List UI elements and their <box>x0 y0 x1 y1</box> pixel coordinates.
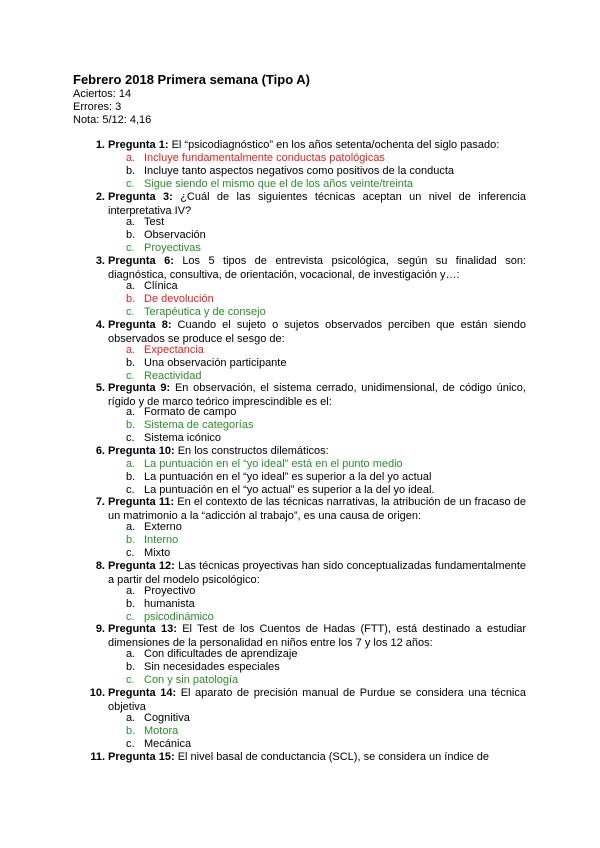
answer-option <box>126 242 206 255</box>
question-text: El Test de los Cuentos de Hadas (FTT), está destinado a estudiar dimensiones de la personalidad en niños entre los 7 y los 12 años: <box>108 623 526 649</box>
option-text: Incluye fundamentalmente conductas patológicas <box>144 152 385 164</box>
question-label: Pregunta 3: <box>108 191 173 203</box>
option-text: Con dificultades de aprendizaje <box>144 648 298 660</box>
option-letter: a. <box>126 648 136 660</box>
question-number: 3. <box>95 255 105 267</box>
question-stem <box>95 139 526 153</box>
question-label: Pregunta 11: <box>108 496 175 508</box>
option-text: Expectancia <box>144 344 204 356</box>
answer-option <box>126 471 434 484</box>
option-text: psicodinámico <box>144 611 214 624</box>
question-stem <box>95 496 526 523</box>
option-letter: a. <box>126 216 136 228</box>
option-letter: a. <box>126 585 136 597</box>
question-number: 8. <box>95 560 105 572</box>
option-text: Reactividad <box>144 370 202 383</box>
answer-option <box>126 458 434 471</box>
option-letter: b. <box>126 725 136 738</box>
option-text: Mecánica <box>144 738 192 751</box>
option-list <box>126 712 191 751</box>
question-stem <box>90 751 526 765</box>
question-number: 9. <box>95 623 105 635</box>
answer-option <box>126 521 182 534</box>
question-stem <box>89 687 526 714</box>
option-text: Interno <box>144 534 179 547</box>
question-stem <box>95 623 526 650</box>
question-text: En observación, el sistema cerrado, unidimensional, de código único, rígido y de marco teórico imprescindible es el: <box>108 382 526 408</box>
answer-option <box>126 648 298 661</box>
option-text: Sin necesidades especiales <box>144 661 280 674</box>
option-list <box>126 406 253 445</box>
option-letter: a. <box>126 344 136 356</box>
question-number: 1. <box>95 139 105 151</box>
question-stem <box>95 560 526 587</box>
question-label: Pregunta 9: <box>108 382 171 394</box>
aciertos-text: Aciertos: 14 <box>73 88 132 100</box>
question-text: En el contexto de las técnicas narrativas, la atribución de un fracaso de un matrimonio a la “adicción al trabajo”, es una causa de origen: <box>108 496 526 522</box>
question-label: Pregunta 10: <box>108 445 175 457</box>
question-text: El aparato de precisión manual de Purdue se considera una técnica objetiva <box>108 687 526 713</box>
answer-option <box>126 547 182 560</box>
answer-option <box>126 344 286 357</box>
option-letter: b. <box>126 229 136 242</box>
option-text: Externo <box>144 521 182 533</box>
option-letter: c. <box>126 432 135 445</box>
option-text: La puntuación en el “yo actual” es superior a la del yo ideal. <box>144 484 435 497</box>
option-text: De devolución <box>144 293 214 306</box>
option-text: Formato de campo <box>144 406 237 418</box>
question-number: 4. <box>95 319 105 331</box>
option-letter: a. <box>126 406 136 418</box>
option-text: La puntuación en el “yo ideal” es superior a la del yo actual <box>144 471 432 484</box>
option-letter: c. <box>126 484 135 497</box>
option-letter: b. <box>126 419 136 432</box>
question-stem <box>95 319 526 346</box>
question-stem <box>95 191 526 218</box>
option-letter: c. <box>126 547 135 560</box>
question-number: 11. <box>90 751 105 763</box>
question-label: Pregunta 1: <box>108 139 169 151</box>
option-list <box>126 648 298 687</box>
option-letter: c. <box>126 674 135 687</box>
question-number: 10. <box>89 687 105 699</box>
option-letter: a. <box>126 280 136 292</box>
question-text: En los constructos dilemáticos: <box>174 445 329 457</box>
page-title: Febrero 2018 Primera semana (Tipo A) <box>73 72 310 87</box>
question-number: 6. <box>95 445 105 457</box>
question-stem <box>95 445 526 459</box>
option-letter: b. <box>126 661 136 674</box>
option-letter: a. <box>126 712 136 724</box>
option-list <box>126 152 454 191</box>
question-text: El “psicodiagnóstico” en los años setenta/ochenta del siglo pasado: <box>168 139 500 151</box>
option-text: Mixto <box>144 547 171 560</box>
question-text: Los 5 tipos de entrevista psicológica, según su finalidad son: diagnóstica, consultiva, de orientación, vocacional, de investigación y…: <box>108 255 526 281</box>
option-text: La puntuación en el “yo ideal” está en el punto medio <box>144 458 403 470</box>
option-letter: c. <box>126 611 135 624</box>
question-label: Pregunta 12: <box>108 560 175 572</box>
errores-text: Errores: 3 <box>73 101 122 113</box>
option-letter: b. <box>126 165 136 178</box>
option-text: Terapéutica y de consejo <box>144 306 266 319</box>
question-label: Pregunta 15: <box>108 751 175 763</box>
question-label: Pregunta 8: <box>108 319 172 331</box>
option-letter: c. <box>126 738 135 751</box>
answer-option <box>126 534 182 547</box>
answer-option <box>126 229 206 242</box>
answer-option <box>126 216 206 229</box>
answer-option <box>126 357 286 370</box>
question-text: Cuando el sujeto o sujetos observados perciben que están siendo observados se produce el sesgo de: <box>108 319 526 345</box>
question-label: Pregunta 6: <box>108 255 174 267</box>
option-letter: a. <box>126 521 136 533</box>
option-text: Cognitiva <box>144 712 190 724</box>
option-text: Proyectivo <box>144 585 196 597</box>
answer-option <box>126 406 253 419</box>
answer-option <box>126 419 253 432</box>
question-text: El nivel basal de conductancia (SCL), se considera un índice de <box>174 751 489 763</box>
option-letter: b. <box>126 293 136 306</box>
answer-option <box>126 293 266 306</box>
option-text: Sigue siendo el mismo que el de los años veinte/treinta <box>144 178 414 191</box>
answer-option <box>126 712 191 725</box>
nota-text: Nota: 5/12: 4,16 <box>73 114 152 126</box>
option-text: Motora <box>144 725 179 738</box>
answer-option <box>126 178 454 191</box>
option-text: Con y sin patología <box>144 674 239 687</box>
question-text: ¿Cuál de las siguientes técnicas aceptan un nivel de inferencia interpretativa IV? <box>108 191 526 217</box>
option-list <box>126 458 434 497</box>
option-text: Sistema icónico <box>144 432 222 445</box>
question-stem <box>95 255 526 282</box>
question-number: 5. <box>95 382 105 394</box>
question-text: Las técnicas proyectivas han sido conceptualizadas fundamentalmente a partir del modelo psicológico: <box>108 560 526 586</box>
option-text: Clínica <box>144 280 178 292</box>
question-label: Pregunta 14: <box>108 687 177 699</box>
option-letter: a. <box>126 458 136 470</box>
question-number: 2. <box>95 191 105 203</box>
option-letter: a. <box>126 152 136 164</box>
option-letter: c. <box>126 370 135 383</box>
option-letter: b. <box>126 471 136 484</box>
option-list <box>126 585 214 624</box>
option-letter: c. <box>126 178 135 191</box>
option-text: humanista <box>144 598 195 611</box>
option-list <box>126 216 206 255</box>
answer-option <box>126 725 191 738</box>
option-text: Una observación participante <box>144 357 287 370</box>
question-label: Pregunta 13: <box>108 623 177 635</box>
answer-option <box>126 738 191 751</box>
question-number: 7. <box>95 496 105 508</box>
option-list <box>126 344 286 383</box>
answer-option <box>126 306 266 319</box>
answer-option <box>126 598 214 611</box>
answer-option <box>126 280 266 293</box>
answer-option <box>126 661 298 674</box>
option-letter: c. <box>126 242 135 255</box>
option-text: Test <box>144 216 165 228</box>
answer-option <box>126 432 253 445</box>
option-list <box>126 521 182 560</box>
answer-option <box>126 674 298 687</box>
option-letter: b. <box>126 357 136 370</box>
option-list <box>126 280 266 319</box>
answer-option <box>126 585 214 598</box>
answer-option <box>126 152 454 165</box>
option-text: Incluye tanto aspectos negativos como positivos de la conducta <box>144 165 455 178</box>
answer-option <box>126 165 454 178</box>
option-letter: b. <box>126 598 136 611</box>
option-letter: b. <box>126 534 136 547</box>
option-text: Proyectivas <box>144 242 201 255</box>
option-text: Sistema de categorías <box>144 419 254 432</box>
option-letter: c. <box>126 306 135 319</box>
option-text: Observación <box>144 229 206 242</box>
